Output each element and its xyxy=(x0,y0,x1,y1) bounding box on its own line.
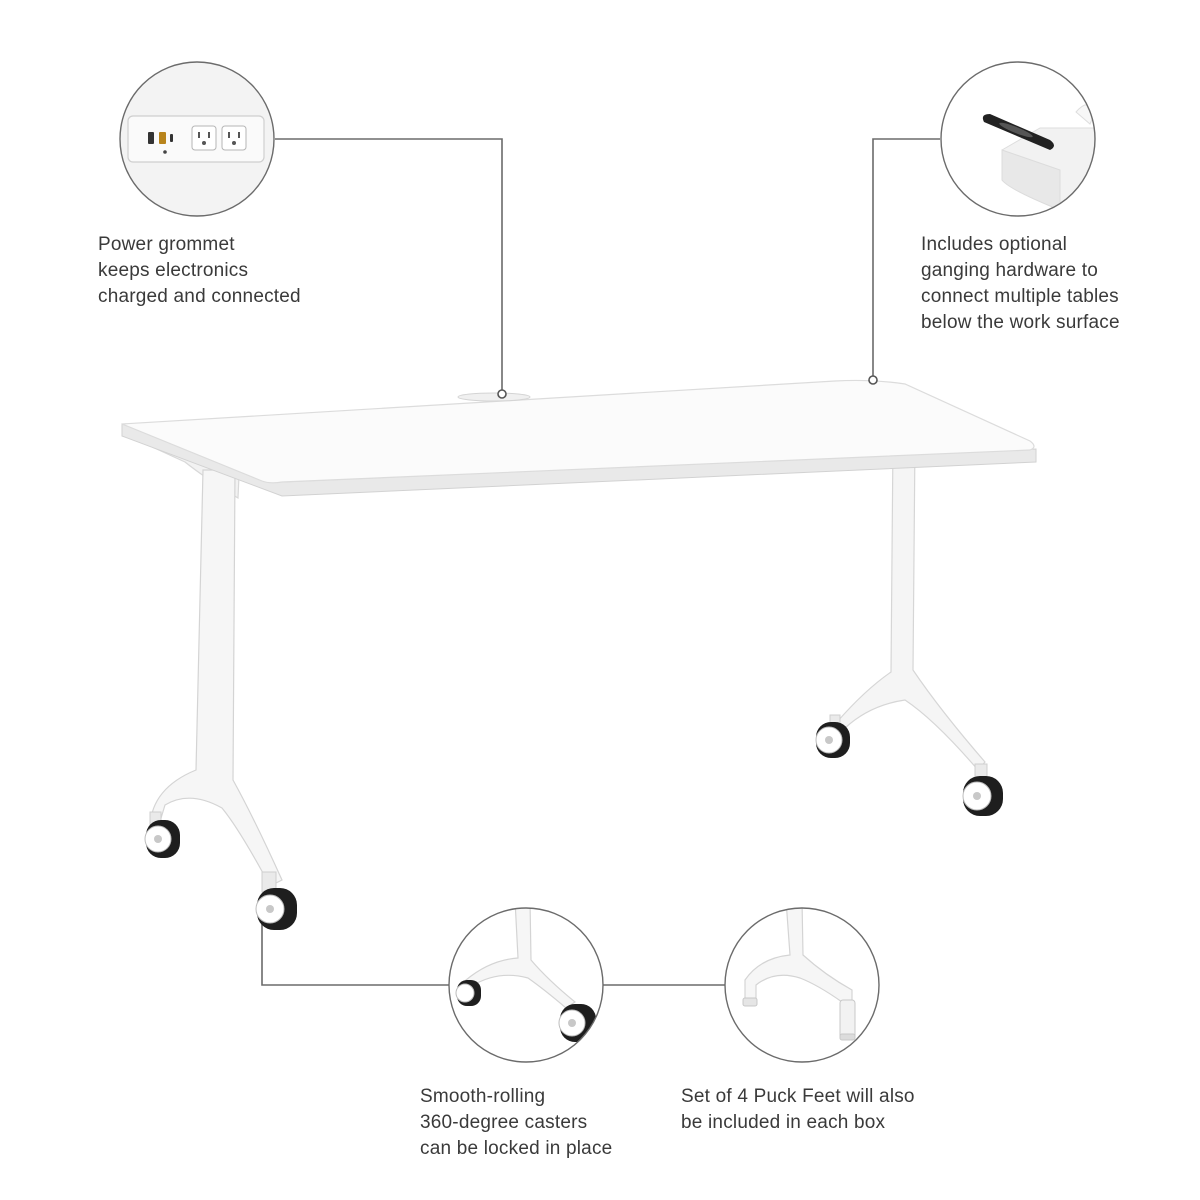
outlet-1-icon xyxy=(192,126,216,150)
right-leg xyxy=(837,440,985,770)
detail-casters xyxy=(449,900,603,1062)
usb-c-port-icon xyxy=(159,132,166,144)
detail-ganging-hardware xyxy=(941,62,1110,216)
caster-front-left xyxy=(256,888,297,930)
puck-foot-back-icon xyxy=(743,998,757,1006)
usb-a-port-icon xyxy=(148,132,154,144)
callout-dot-grommet xyxy=(498,390,506,398)
grommet-cutout xyxy=(458,393,530,401)
caster-detail-front-wheel xyxy=(559,1004,596,1042)
detail-puck-feet xyxy=(725,900,879,1062)
callout-dot-ganging xyxy=(869,376,877,384)
caster-detail-back-wheel xyxy=(456,980,481,1006)
usb-mini-port-icon xyxy=(170,134,173,142)
caster-back-right xyxy=(816,722,850,758)
table-frame xyxy=(150,440,987,892)
puck-foot-front-icon xyxy=(840,1000,855,1038)
outlet-2-icon xyxy=(222,126,246,150)
caster-back-left xyxy=(145,820,180,858)
caster-front-right xyxy=(963,776,1003,816)
caption-puck-feet: Set of 4 Puck Feet will also be included in each box xyxy=(681,1086,915,1133)
caption-ganging-hardware: Includes optional ganging hardware to connect multiple tables below the work surface xyxy=(921,234,1120,333)
callout-lines xyxy=(262,139,940,985)
caption-power-grommet: Power grommet keeps electronics charged and connected xyxy=(98,234,301,307)
indicator-light-icon xyxy=(163,150,167,154)
detail-power-grommet xyxy=(100,62,300,222)
caption-casters: Smooth-rolling 360-degree casters can be locked in place xyxy=(420,1086,613,1159)
